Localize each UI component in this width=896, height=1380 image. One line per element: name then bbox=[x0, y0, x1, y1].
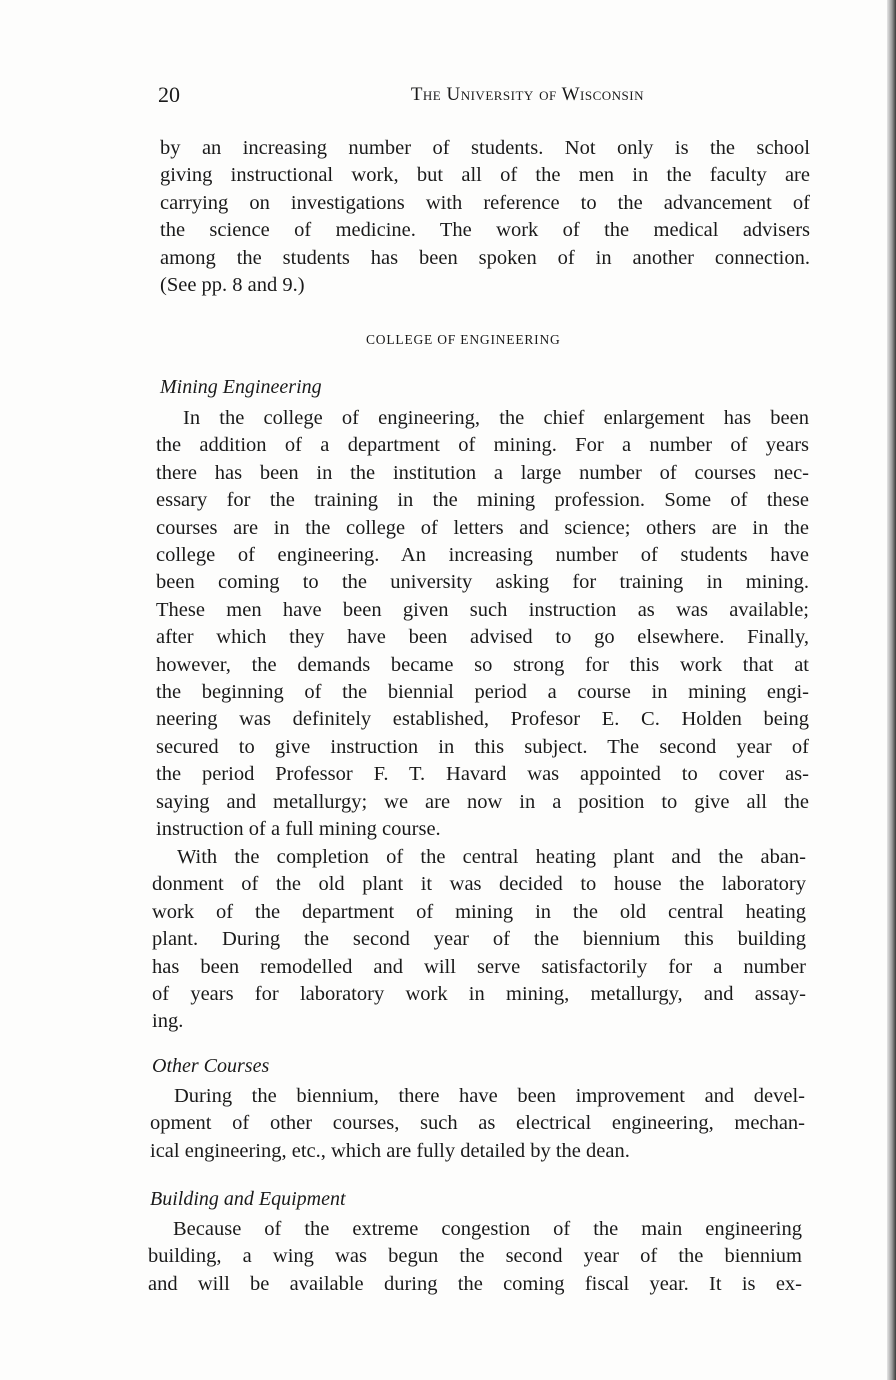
text-line: opment of other courses, such as electrical engineering, mechan- bbox=[150, 1112, 805, 1135]
building-heading: Building and Equipment bbox=[150, 1188, 346, 1210]
mining-paragraph-2 bbox=[152, 844, 806, 1036]
text-line: secured to give instruction in this subject. The second year of bbox=[156, 735, 809, 758]
text-line: ing. bbox=[152, 1010, 184, 1033]
text-line: work of the department of mining in the old central heating bbox=[152, 900, 806, 923]
text-line: instruction of a full mining course. bbox=[156, 818, 441, 841]
text-line: there has been in the institution a large number of courses nec- bbox=[156, 461, 809, 484]
text-line: among the students has been spoken of in another connection. bbox=[160, 246, 810, 269]
building-paragraph bbox=[148, 1216, 802, 1298]
mining-paragraph-1 bbox=[156, 405, 809, 844]
text-line: Because of the extreme congestion of the main engineering bbox=[173, 1218, 802, 1240]
text-line: (See pp. 8 and 9.) bbox=[160, 274, 305, 297]
text-line: giving instructional work, but all of the men in the faculty are bbox=[160, 164, 810, 187]
page-number: 20 bbox=[158, 82, 180, 107]
text-line: courses are in the college of letters and science; others are in the bbox=[156, 516, 809, 539]
text-line: after which they have been advised to go elsewhere. Finally, bbox=[156, 626, 809, 649]
text-line: plant. During the second year of the biennium this building bbox=[152, 928, 806, 951]
text-line: carrying on investigations with reference to the advancement of bbox=[160, 191, 810, 214]
text-line: by an increasing number of students. Not only is the school bbox=[160, 137, 810, 159]
text-line: With the completion of the central heating plant and the aban- bbox=[177, 846, 806, 868]
mining-heading: Mining Engineering bbox=[160, 376, 322, 398]
running-title: The University of Wisconsin bbox=[410, 84, 644, 105]
page-edge-shadow bbox=[887, 0, 896, 1380]
text-line: the addition of a department of mining. For a number of years bbox=[156, 434, 809, 457]
text-line: saying and metallurgy; we are now in a position to give all the bbox=[156, 790, 809, 813]
text-line: essary for the training in the mining profession. Some of these bbox=[156, 489, 809, 512]
text-line: has been remodelled and will serve satisfactorily for a number bbox=[152, 955, 806, 978]
section-heading: COLLEGE OF ENGINEERING bbox=[366, 332, 561, 347]
text-line: donment of the old plant it was decided to house the laboratory bbox=[152, 873, 806, 896]
text-line: During the biennium, there have been improvement and devel- bbox=[174, 1085, 805, 1107]
text-line: the beginning of the biennial period a course in mining engi- bbox=[156, 681, 809, 704]
text-line: neering was definitely established, Profesor E. C. Holden being bbox=[156, 708, 809, 731]
text-line: In the college of engineering, the chief enlargement has been bbox=[183, 407, 809, 429]
text-line: and will be available during the coming fiscal year. It is ex- bbox=[148, 1272, 802, 1295]
other-courses-heading: Other Courses bbox=[152, 1055, 270, 1077]
text-line: however, the demands became so strong for this work that at bbox=[156, 653, 809, 676]
text-line: ical engineering, etc., which are fully detailed by the dean. bbox=[150, 1139, 630, 1162]
text-line: These men have been given such instruction as was available; bbox=[156, 598, 809, 621]
text-line: been coming to the university asking for training in mining. bbox=[156, 571, 809, 594]
text-line: college of engineering. An increasing number of students have bbox=[156, 544, 809, 567]
text-line: the period Professor F. T. Havard was appointed to cover as- bbox=[156, 763, 809, 786]
text-line: the science of medicine. The work of the medical advisers bbox=[160, 219, 810, 242]
intro-paragraph bbox=[160, 135, 810, 299]
running-header bbox=[158, 82, 644, 114]
text-line: of years for laboratory work in mining, metallurgy, and assay- bbox=[152, 983, 806, 1006]
other-courses-paragraph bbox=[150, 1083, 805, 1165]
text-line: building, a wing was begun the second year of the biennium bbox=[148, 1245, 802, 1268]
